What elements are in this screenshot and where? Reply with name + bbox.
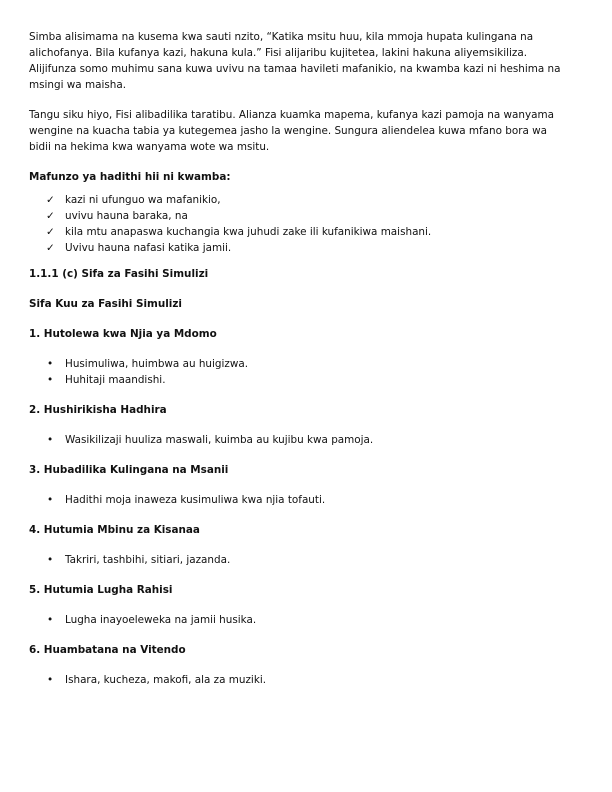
feature-heading-1: 1. Hutolewa kwa Njia ya Mdomo	[29, 328, 217, 340]
bullet-icon: •	[47, 494, 54, 506]
lessons-checklist	[29, 192, 572, 256]
lesson-item-text: uvivu hauna baraka, na	[65, 210, 188, 222]
bullet-icon: •	[47, 358, 54, 370]
lessons-title: Mafunzo ya hadithi hii ni kwamba:	[29, 171, 231, 183]
feature-bullets-2	[29, 432, 572, 448]
list-item	[29, 356, 572, 372]
list-item	[29, 612, 572, 628]
list-item	[29, 372, 572, 388]
bullet-icon: •	[47, 554, 54, 566]
feature-bullets-6	[29, 672, 572, 688]
list-item-text: Ishara, kucheza, makofi, ala za muziki.	[65, 674, 267, 686]
feature-bullets-1	[29, 356, 572, 388]
bullet-icon: •	[47, 674, 54, 686]
feature-heading-3: 3. Hubadilika Kulingana na Msanii	[29, 464, 229, 476]
section-subheading: Sifa Kuu za Fasihi Simulizi	[29, 298, 182, 310]
feature-heading-2: 2. Hushirikisha Hadhira	[29, 404, 167, 416]
list-item-text: Husimuliwa, huimbwa au huigizwa.	[65, 358, 249, 370]
list-item-text: Takriri, tashbihi, sitiari, jazanda.	[65, 554, 231, 566]
lesson-item	[29, 240, 572, 256]
feature-heading-5: 5. Hutumia Lugha Rahisi	[29, 584, 173, 596]
list-item-text: Huhitaji maandishi.	[65, 374, 166, 386]
bullet-icon: •	[47, 434, 54, 446]
feature-bullets-3	[29, 492, 572, 508]
lesson-item	[29, 224, 572, 240]
feature-heading-4: 4. Hutumia Mbinu za Kisanaa	[29, 524, 200, 536]
list-item-text: Wasikilizaji huuliza maswali, kuimba au kujibu kwa pamoja.	[65, 434, 374, 446]
list-item	[29, 432, 572, 448]
check-icon: ✓	[46, 194, 55, 206]
bullet-icon: •	[47, 614, 54, 626]
story-paragraph-2: Tangu siku hiyo, Fisi alibadilika taratibu. Alianza kuamka mapema, kufanya kazi pamoja na wanyama wengine na kuacha tabia ya kutegemea jasho la wengine. Sungura aliendelea kuwa mfano bora wa bidii na hekima kwa wanyama wote wa msitu.	[29, 109, 555, 153]
list-item	[29, 672, 572, 688]
bullet-icon: •	[47, 374, 54, 386]
lesson-item-text: kila mtu anapaswa kuchangia kwa juhudi zake ili kufanikiwa maishani.	[65, 226, 432, 238]
story-paragraph-1: Simba alisimama na kusema kwa sauti nzito, “Katika msitu huu, kila mmoja hupata kulingana na alichofanya. Bila kufanya kazi, hakuna kula.” Fisi alijaribu kujitetea, lakini hakuna aliyemsikiliza. Alijifunza somo muhimu sana kuwa uvivu na tamaa havileti mafanikio, na kwamba kazi ni heshima na msingi wa maisha.	[29, 31, 561, 91]
feature-heading-6: 6. Huambatana na Vitendo	[29, 644, 186, 656]
list-item-text: Lugha inayoeleweka na jamii husika.	[65, 614, 257, 626]
list-item	[29, 492, 572, 508]
check-icon: ✓	[46, 242, 55, 254]
list-item-text: Hadithi moja inaweza kusimuliwa kwa njia tofauti.	[65, 494, 326, 506]
lesson-item-text: kazi ni ufunguo wa mafanikio,	[65, 194, 221, 206]
lesson-item-text: Uvivu hauna nafasi katika jamii.	[65, 242, 232, 254]
section-number-heading: 1.1.1 (c) Sifa za Fasihi Simulizi	[29, 268, 209, 280]
lesson-item	[29, 208, 572, 224]
feature-bullets-5	[29, 612, 572, 628]
feature-bullets-4	[29, 552, 572, 568]
check-icon: ✓	[46, 210, 55, 222]
lesson-item	[29, 192, 572, 208]
check-icon: ✓	[46, 226, 55, 238]
list-item	[29, 552, 572, 568]
